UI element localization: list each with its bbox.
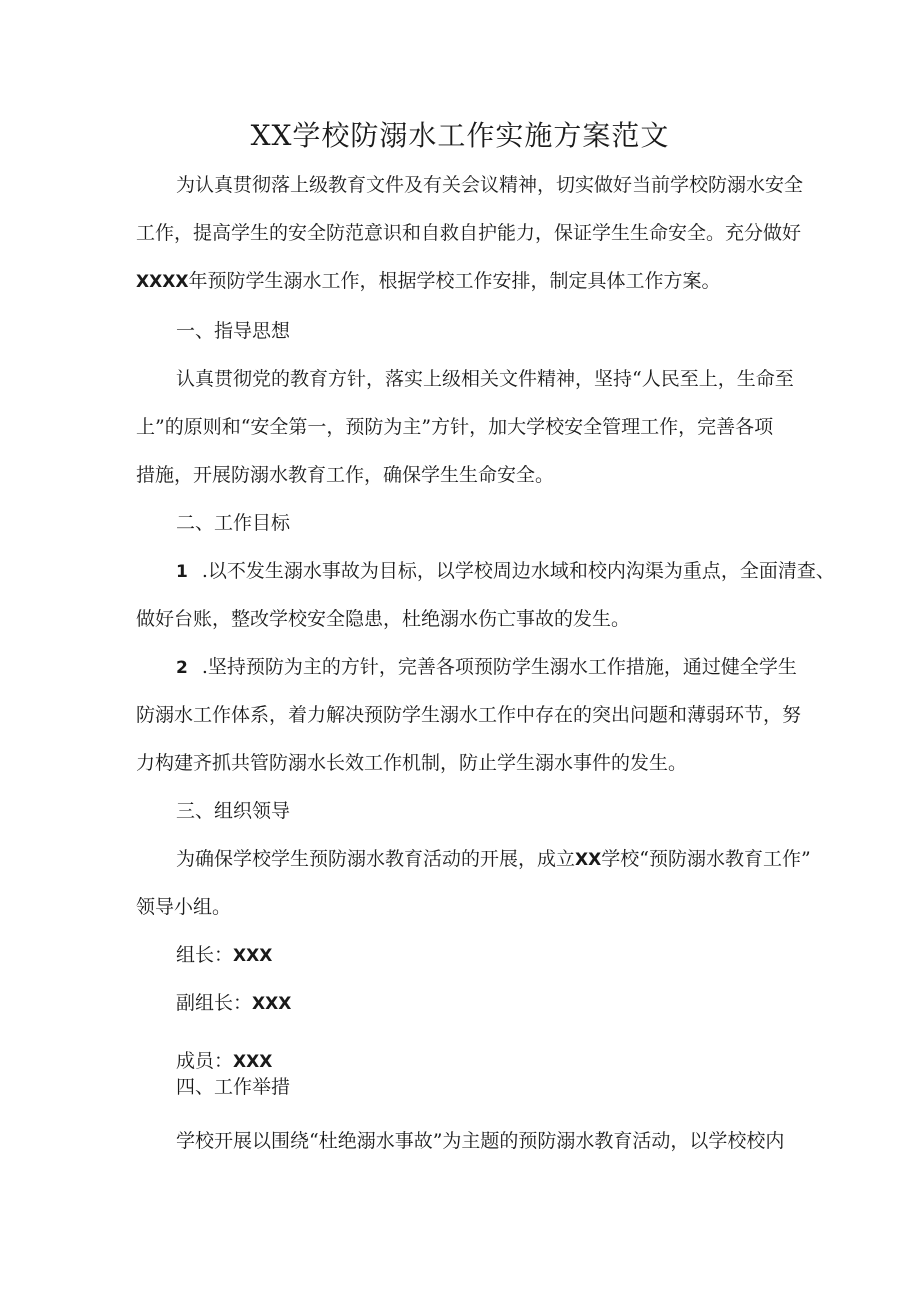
section2-item2-line-3: 力构建齐抓共管防溺水长效工作机制，防止学生溺水事件的发生。 (136, 752, 688, 774)
section2-item2-line-2: 防溺水工作体系，着力解决预防学生溺水工作中存在的突出问题和薄弱环节，努 (136, 704, 802, 726)
school-placeholder: XX (575, 850, 602, 870)
section1-heading: 一、指导思想 (176, 320, 291, 342)
deputy-label: 副组长： (176, 992, 253, 1014)
item-number: 2 (176, 658, 188, 678)
item-text: .以不发生溺水事故为目标，以学校周边水域和校内沟渠为重点，全面清查、 (201, 560, 835, 582)
section1-line-2: 上”的原则和“安全第一，预防为主”方针，加大学校安全管理工作，完善各项 (136, 416, 774, 438)
section3-line-1 (0, 844, 920, 875)
intro-line-3 (0, 266, 920, 297)
section3-line-2: 领导小组。 (136, 896, 232, 918)
document-title: XX学校防溺水工作实施方案范文 (250, 119, 670, 152)
intro-line-2: 工作，提高学生的安全防范意识和自救自护能力，保证学生生命安全。充分做好 (136, 222, 802, 244)
section3-heading: 三、组织领导 (176, 800, 291, 822)
section2-item1-line-2: 做好台账，整改学校安全隐患，杜绝溺水伤亡事故的发生。 (136, 608, 631, 630)
leader-label: 组长： (176, 944, 234, 966)
section3-line-1-a: 为确保学校学生预防溺水教育活动的开展，成立 (176, 848, 576, 870)
deputy-value: XXX (252, 994, 292, 1014)
member-label: 成员： (176, 1050, 234, 1072)
section2-item1-line-1 (0, 556, 920, 587)
section1-line-3: 措施，开展防溺水教育工作，确保学生生命安全。 (136, 464, 555, 486)
member-value: XXX (233, 1052, 273, 1072)
section3-line-1-c: 学校“预防溺水教育工作” (601, 848, 811, 870)
section2-heading: 二、工作目标 (176, 512, 291, 534)
section4-line-1: 学校开展以围绕“杜绝溺水事故”为主题的预防溺水教育活动，以学校校内 (176, 1130, 785, 1152)
deputy-row (0, 988, 920, 1019)
intro-line-1: 为认真贯彻落上级教育文件及有关会议精神，切实做好当前学校防溺水安全 (176, 174, 804, 196)
year-placeholder: XXXX (136, 272, 189, 292)
leader-value: XXX (233, 946, 273, 966)
section4-heading: 四、工作举措 (176, 1076, 291, 1098)
item-number: 1 (176, 562, 188, 582)
section2-item2-line-1 (0, 652, 920, 683)
leader-row (0, 940, 920, 971)
section1-line-1: 认真贯彻党的教育方针，落实上级相关文件精神，坚持“人民至上，生命至 (176, 368, 794, 390)
intro-line-3-text: 年预防学生溺水工作，根据学校工作安排，制定具体工作方案。 (188, 270, 721, 292)
item-text: .坚持预防为主的方针，完善各项预防学生溺水工作措施，通过健全学生 (201, 656, 797, 678)
